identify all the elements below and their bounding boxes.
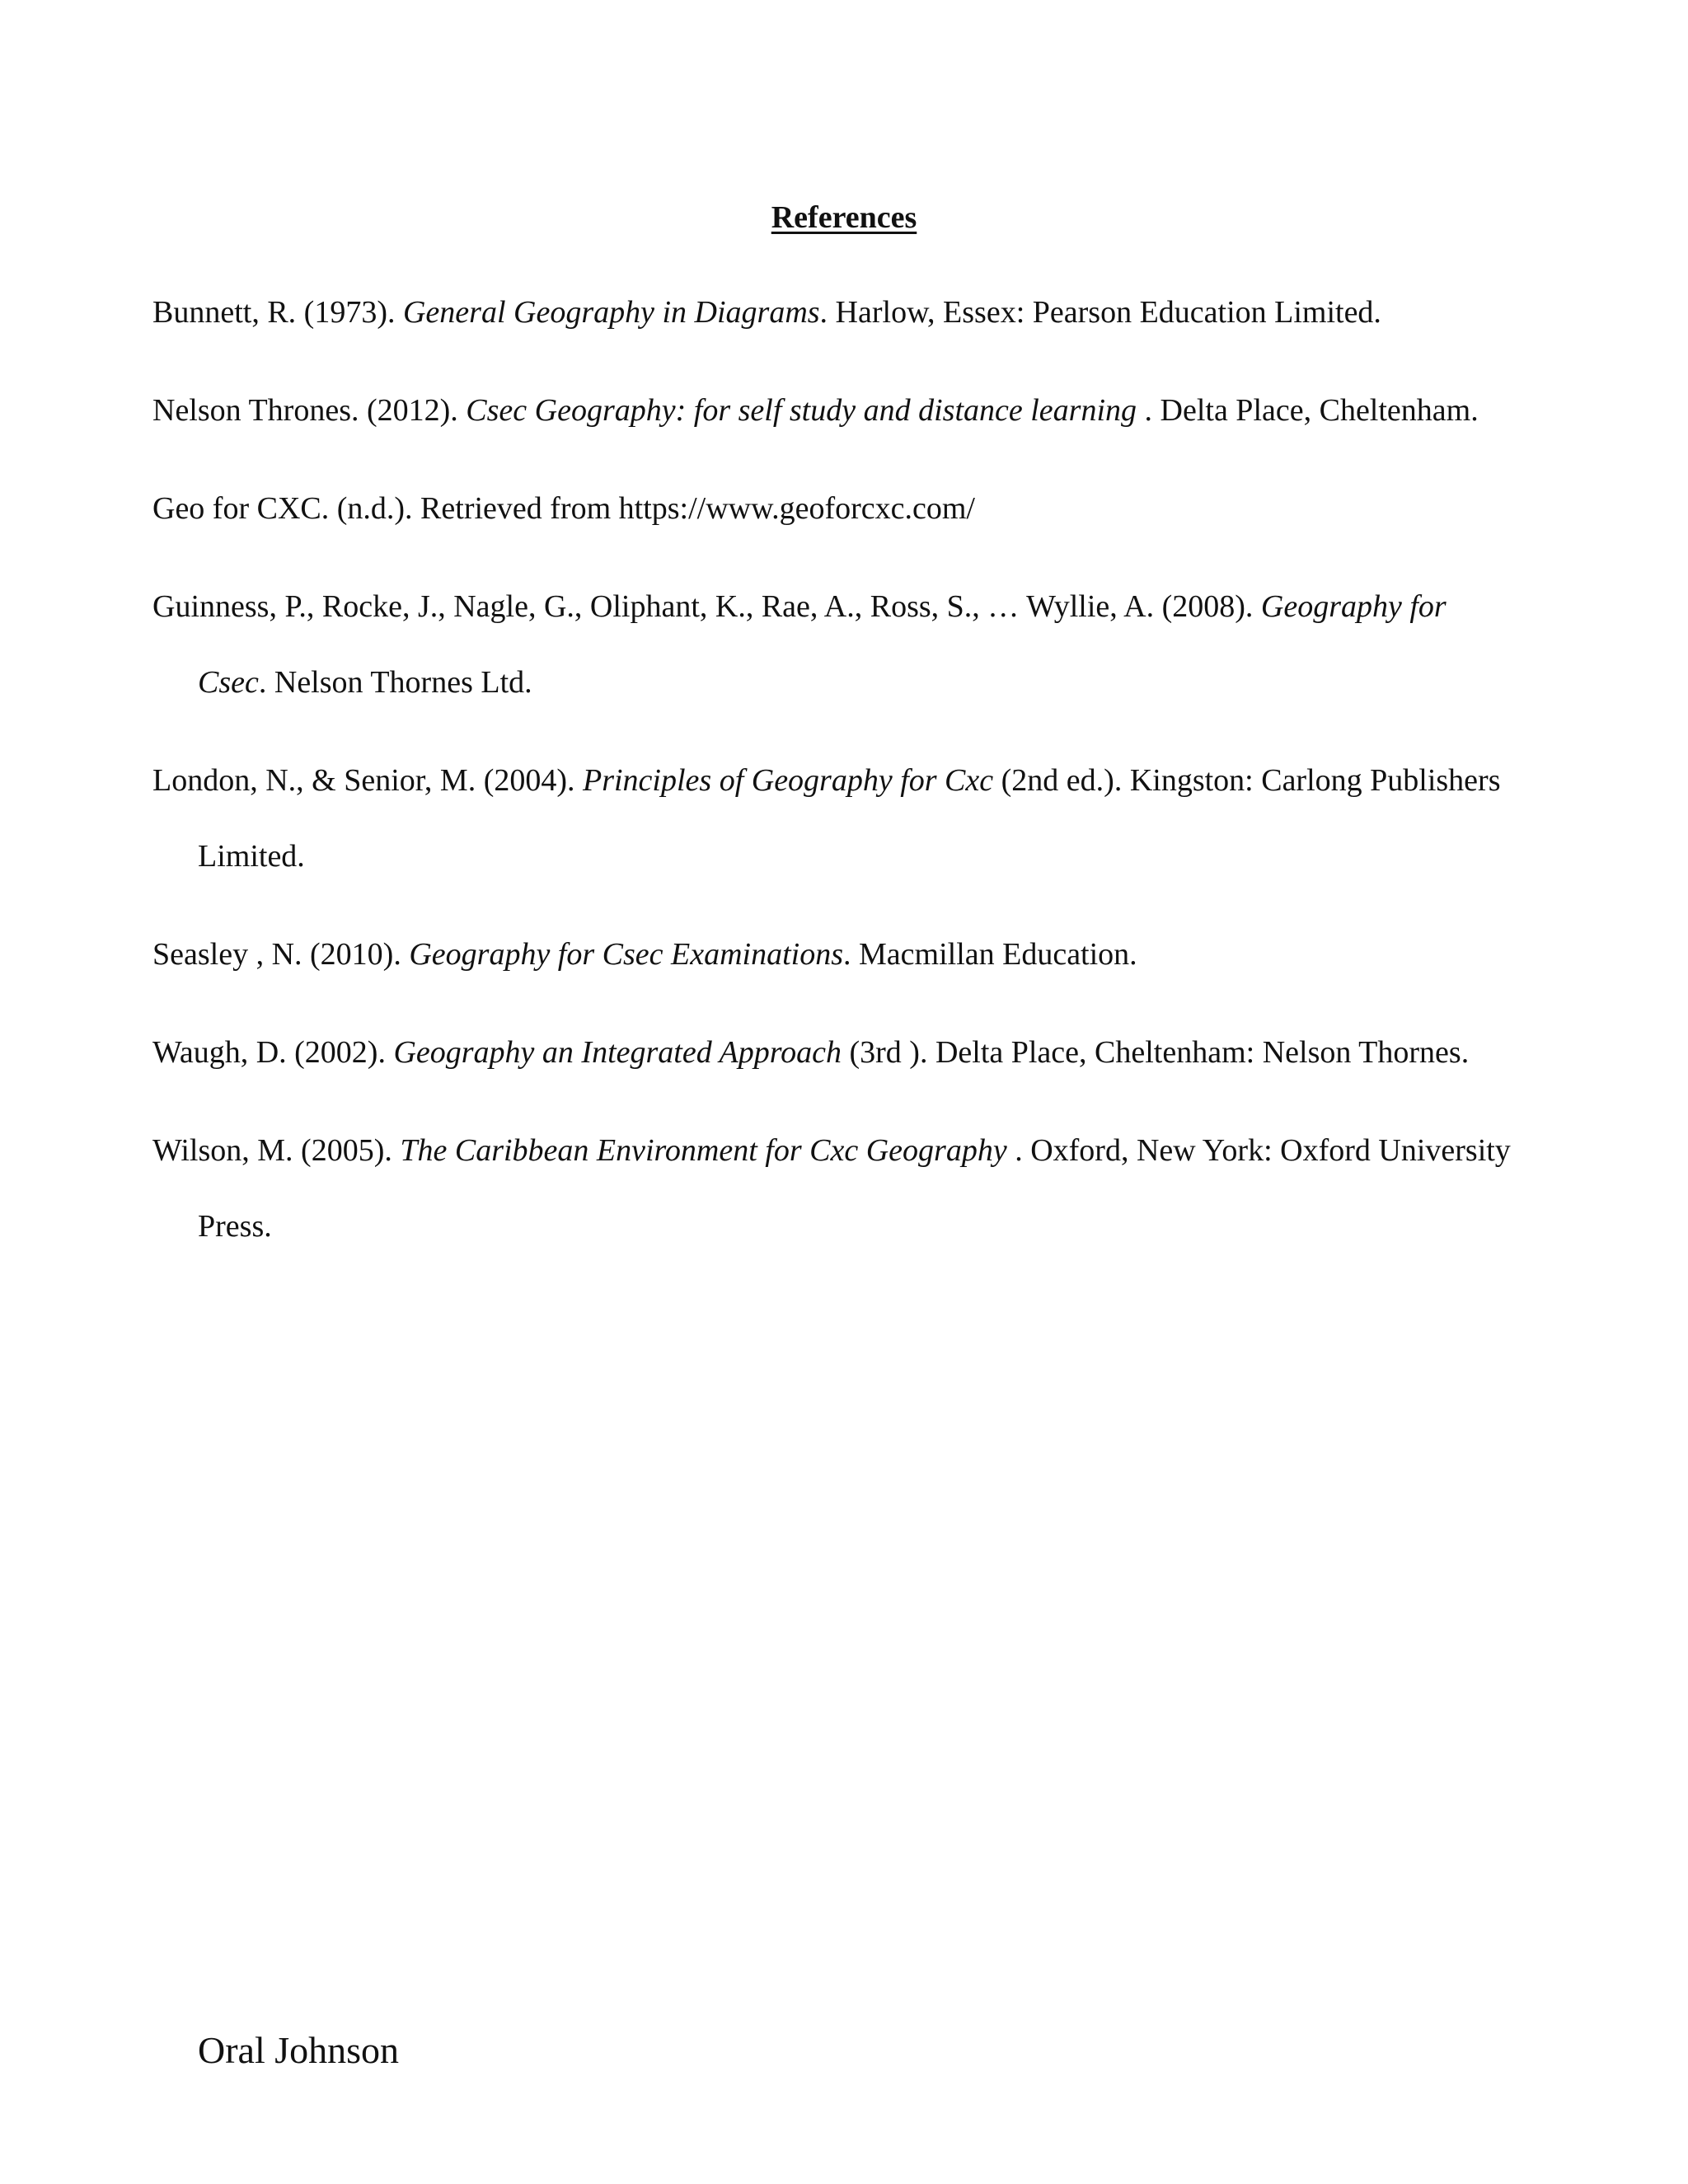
reference-title: Geography for Csec Examinations <box>409 937 843 972</box>
reference-entry <box>152 916 1521 992</box>
reference-text: (2nd ed.). Kingston: Carlong Publishers Limited. <box>198 763 1501 874</box>
reference-text: . Oxford, New York: Oxford University Press. <box>198 1133 1511 1244</box>
reference-title: The Caribbean Environment for Cxc Geography <box>400 1133 1007 1168</box>
references-heading: References <box>771 200 917 235</box>
reference-text: Bunnett, R. (1973). <box>152 295 403 330</box>
reference-text: . Macmillan Education. <box>843 937 1137 972</box>
reference-title: Csec Geography: for self study and distance learning <box>466 393 1137 428</box>
reference-text: Nelson Thrones. (2012). <box>152 393 467 428</box>
reference-text: . Nelson Thornes Ltd. <box>258 665 532 700</box>
reference-text: . Harlow, Essex: Pearson Education Limited. <box>819 295 1381 330</box>
reference-text: Wilson, M. (2005). <box>152 1133 401 1168</box>
reference-text: Guinness, P., Rocke, J., Nagle, G., Oliphant, K., Rae, A., Ross, S., … Wyllie, A. (2008). <box>152 589 1261 624</box>
reference-entry <box>152 1113 1521 1264</box>
author-name: Oral Johnson <box>198 2029 400 2071</box>
reference-title: Geography for Csec <box>198 589 1447 700</box>
reference-title: Principles of Geography for Cxc <box>583 763 994 798</box>
reference-list <box>152 274 1521 1286</box>
reference-text: . Delta Place, Cheltenham. <box>1137 393 1479 428</box>
reference-text: Seasley , N. (2010). <box>152 937 410 972</box>
reference-entry <box>152 1015 1521 1090</box>
reference-title: Geography an Integrated Approach <box>393 1035 842 1070</box>
reference-text: Geo for CXC. (n.d.). Retrieved from https://www.geoforcxc.com/ <box>152 491 975 526</box>
reference-entry <box>152 471 1521 546</box>
reference-title: General Geography in Diagrams <box>402 295 820 330</box>
reference-entry <box>152 274 1521 350</box>
reference-text: Waugh, D. (2002). <box>152 1035 394 1070</box>
reference-text: (3rd ). Delta Place, Cheltenham: Nelson Thornes. <box>841 1035 1470 1070</box>
reference-text: London, N., & Senior, M. (2004). <box>152 763 583 798</box>
reference-entry <box>152 373 1521 448</box>
reference-entry <box>152 569 1521 720</box>
reference-entry <box>152 743 1521 894</box>
